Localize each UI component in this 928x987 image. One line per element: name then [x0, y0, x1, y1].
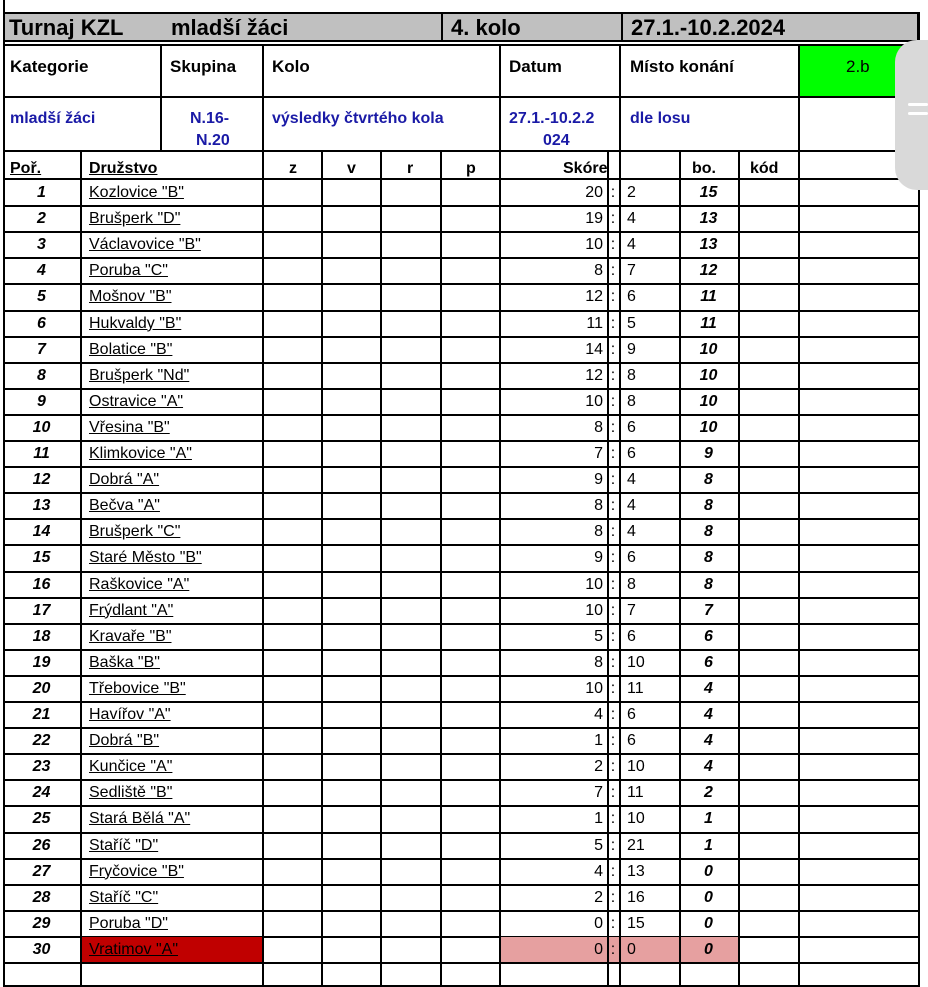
score-for: 5: [594, 836, 603, 854]
score-separator: :: [610, 288, 616, 306]
score-separator: :: [610, 810, 616, 828]
score-against: 8: [627, 392, 636, 410]
score-for: 4: [594, 862, 603, 880]
rank-cell: 23: [32, 758, 51, 776]
points-cell: 1: [704, 836, 713, 854]
team-name: Brušperk "Nd": [89, 366, 190, 384]
points-cell: 10: [699, 392, 718, 410]
score-for: 0: [594, 940, 603, 958]
score-against: 6: [627, 732, 636, 750]
score-against: 10: [627, 810, 645, 828]
score-separator: :: [610, 340, 616, 358]
team-name: Vřesina "B": [89, 418, 170, 436]
rank-cell: 28: [32, 888, 51, 906]
points-cell: 0: [704, 914, 713, 932]
points-cell: 6: [704, 627, 713, 645]
score-separator: :: [610, 210, 616, 228]
column-divider: [619, 152, 621, 987]
score-against: 11: [627, 679, 644, 697]
rank-cell: 24: [32, 784, 51, 802]
score-for: 14: [585, 340, 603, 358]
points-cell: 10: [699, 418, 718, 436]
score-separator: :: [610, 392, 616, 410]
column-divider: [3, 152, 5, 987]
points-cell: 4: [704, 758, 713, 776]
score-for: 8: [594, 523, 603, 541]
rank-cell: 5: [37, 288, 46, 306]
rank-cell: 12: [32, 471, 51, 489]
score-for: 1: [594, 810, 603, 828]
score-separator: :: [610, 706, 616, 723]
score-separator: :: [610, 471, 616, 489]
points-cell: 8: [704, 575, 713, 593]
team-name: Mošnov "B": [89, 288, 172, 306]
score-against: 6: [627, 288, 636, 306]
score-against: 8: [627, 366, 636, 384]
rank-cell: 14: [32, 523, 51, 541]
row-divider: [3, 962, 920, 964]
score-for: 0: [594, 914, 603, 932]
team-name: Sedliště "B": [89, 784, 173, 802]
score-separator: :: [610, 732, 616, 750]
team-name: Fryčovice "B": [89, 862, 184, 880]
points-cell: 13: [699, 210, 718, 228]
score-separator: :: [610, 549, 616, 567]
row-divider: [3, 178, 920, 180]
category-title: mladší žáci: [171, 15, 289, 40]
col-header-v: v: [347, 160, 356, 177]
value-skupina-1: N.16-: [190, 110, 230, 127]
score-against: 4: [627, 210, 636, 228]
score-for: 10: [585, 575, 603, 593]
team-name: Vratimov "A": [89, 940, 179, 958]
column-divider: [499, 152, 501, 987]
score-against: 16: [627, 888, 645, 906]
points-cell: 0: [704, 888, 713, 906]
points-cell: 4: [704, 706, 713, 723]
rank-cell: 19: [32, 653, 51, 671]
menu-icon[interactable]: [908, 103, 928, 119]
score-separator: :: [610, 914, 616, 932]
score-for: 19: [585, 210, 603, 228]
team-name: Bečva "A": [89, 497, 160, 515]
score-against: 9: [627, 340, 636, 358]
label-kategorie: Kategorie: [10, 57, 89, 76]
score-separator: :: [610, 184, 616, 201]
round-title: 4. kolo: [451, 15, 521, 40]
score-against: 11: [627, 784, 644, 802]
team-name: Poruba "D": [89, 914, 168, 932]
score-separator: :: [610, 445, 616, 462]
rank-cell: 17: [32, 601, 51, 619]
score-separator: :: [610, 262, 616, 280]
team-name: Ostravice "A": [89, 392, 184, 410]
score-separator: :: [610, 236, 616, 254]
score-separator: :: [610, 836, 616, 854]
column-divider: [80, 152, 82, 987]
column-divider: [679, 152, 681, 987]
col-header-p: p: [466, 160, 476, 177]
score-for: 8: [594, 653, 603, 671]
score-for: 10: [585, 601, 603, 619]
tournament-name: Turnaj KZL: [9, 15, 124, 40]
col-header-code: kód: [750, 160, 779, 177]
team-name: Václavovice "B": [89, 236, 201, 254]
team-name: Staříč "C": [89, 888, 159, 906]
rank-cell: 3: [37, 236, 46, 254]
badge-label: 2.b: [846, 57, 870, 76]
score-separator: :: [610, 601, 616, 619]
score-for: 10: [585, 392, 603, 410]
score-separator: :: [610, 418, 616, 436]
rank-cell: 8: [37, 366, 46, 384]
points-cell: 0: [704, 862, 713, 880]
team-name: Dobrá "B": [89, 732, 160, 750]
col-header-r: r: [407, 160, 414, 177]
score-separator: :: [610, 627, 616, 645]
team-name: Poruba "C": [89, 262, 168, 280]
score-against: 10: [627, 758, 645, 776]
points-cell: 2: [704, 784, 713, 802]
score-separator: :: [610, 497, 616, 515]
points-cell: 1: [704, 810, 713, 828]
score-for: 11: [586, 314, 603, 332]
col-header-points: bo.: [692, 160, 716, 177]
score-against: 6: [627, 445, 636, 462]
rank-cell: 21: [32, 706, 51, 723]
score-for: 9: [594, 471, 603, 489]
rank-cell: 6: [37, 314, 46, 332]
value-kategorie: mladší žáci: [10, 110, 96, 127]
team-name: Kunčice "A": [89, 758, 173, 776]
score-for: 2: [594, 758, 603, 776]
score-against: 5: [627, 314, 636, 332]
points-cell: 12: [699, 262, 718, 280]
team-name: Kravaře "B": [89, 627, 172, 645]
rank-cell: 27: [32, 862, 51, 880]
value-datum-1: 27.1.-10.2.2: [509, 110, 595, 127]
score-for: 10: [585, 236, 603, 254]
label-kolo: Kolo: [272, 57, 310, 76]
score-separator: :: [610, 784, 616, 802]
team-name: Hukvaldy "B": [89, 314, 182, 332]
team-name: Havířov "A": [89, 706, 171, 723]
score-against: 0: [627, 940, 636, 958]
rank-cell: 29: [32, 914, 51, 932]
points-cell: 8: [704, 471, 713, 489]
score-against: 7: [627, 601, 636, 619]
rank-cell: 9: [37, 392, 46, 410]
score-for: 1: [594, 732, 603, 750]
score-for: 8: [594, 262, 603, 280]
team-name: Klimkovice "A": [89, 445, 192, 462]
rank-cell: 20: [32, 679, 51, 697]
score-separator: :: [610, 314, 616, 332]
score-against: 10: [627, 653, 645, 671]
score-for: 4: [594, 706, 603, 723]
score-separator: :: [610, 653, 616, 671]
rank-cell: 11: [33, 445, 50, 462]
points-cell: 8: [704, 523, 713, 541]
rank-cell: 10: [32, 418, 51, 436]
col-header-z: z: [289, 160, 297, 177]
score-separator: :: [610, 366, 616, 384]
score-against: 7: [627, 262, 636, 280]
team-name: Brušperk "D": [89, 210, 181, 228]
column-divider: [607, 152, 609, 987]
points-cell: 4: [704, 679, 713, 697]
points-cell: 11: [700, 314, 717, 332]
rank-cell: 4: [37, 262, 46, 280]
dates-title: 27.1.-10.2.2024: [631, 15, 786, 40]
points-cell: 7: [704, 601, 713, 619]
rank-cell: 1: [37, 184, 46, 201]
rank-cell: 22: [32, 732, 51, 750]
points-cell: 0: [704, 940, 713, 958]
rank-cell: 13: [32, 497, 51, 515]
score-for: 20: [585, 184, 603, 201]
rank-cell: 15: [32, 549, 51, 567]
rank-cell: 30: [32, 940, 51, 958]
team-name: Staré Město "B": [89, 549, 202, 567]
score-against: 4: [627, 523, 636, 541]
score-against: 13: [627, 862, 645, 880]
col-header-score: Skóre: [563, 160, 608, 177]
team-name: Frýdlant "A": [89, 601, 174, 619]
label-misto: Místo konání: [630, 57, 734, 76]
team-name: Kozlovice "B": [89, 184, 184, 201]
score-for: 7: [594, 784, 603, 802]
team-name: Raškovice "A": [89, 575, 190, 593]
col-header-team: Družstvo: [89, 160, 158, 177]
team-name: Třebovice "B": [89, 679, 186, 697]
score-separator: :: [610, 575, 616, 593]
value-kolo: výsledky čtvrtého kola: [272, 110, 444, 127]
rank-cell: 2: [37, 210, 46, 228]
rank-cell: 26: [32, 836, 51, 854]
value-misto: dle losu: [630, 110, 691, 127]
points-cell: 6: [704, 653, 713, 671]
score-against: 6: [627, 549, 636, 567]
score-for: 8: [594, 418, 603, 436]
rank-cell: 16: [32, 575, 51, 593]
points-cell: 9: [704, 445, 713, 462]
rank-cell: 18: [32, 627, 51, 645]
col-header-rank: Poř.: [10, 160, 42, 177]
score-separator: :: [610, 679, 616, 697]
column-divider: [262, 152, 264, 987]
column-divider: [380, 152, 382, 987]
score-against: 21: [627, 836, 645, 854]
score-for: 2: [594, 888, 603, 906]
team-name: Stará Bělá "A": [89, 810, 191, 828]
score-for: 8: [594, 497, 603, 515]
column-divider: [918, 152, 920, 987]
score-against: 4: [627, 497, 636, 515]
team-name: Staříč "D": [89, 836, 159, 854]
score-for: 12: [585, 288, 603, 306]
points-cell: 4: [704, 732, 713, 750]
points-cell: 8: [704, 549, 713, 567]
team-name: Dobrá "A": [89, 471, 160, 489]
team-name: Bolatice "B": [89, 340, 173, 358]
value-skupina-2: N.20: [196, 132, 230, 149]
score-against: 6: [627, 627, 636, 645]
score-separator: :: [610, 862, 616, 880]
column-divider: [321, 152, 323, 987]
score-for: 9: [594, 549, 603, 567]
score-for: 10: [585, 679, 603, 697]
team-name: Brušperk "C": [89, 523, 181, 541]
score-for: 12: [585, 366, 603, 384]
score-against: 2: [627, 184, 636, 201]
points-cell: 13: [699, 236, 718, 254]
score-separator: :: [610, 523, 616, 541]
points-cell: 10: [699, 366, 718, 384]
score-against: 8: [627, 575, 636, 593]
score-against: 6: [627, 418, 636, 436]
rank-cell: 7: [37, 340, 46, 358]
score-separator: :: [610, 888, 616, 906]
label-datum: Datum: [509, 57, 562, 76]
team-name: Baška "B": [89, 653, 160, 671]
points-cell: 10: [699, 340, 718, 358]
score-against: 4: [627, 471, 636, 489]
points-cell: 11: [700, 288, 717, 306]
score-against: 4: [627, 236, 636, 254]
score-against: 15: [627, 914, 645, 932]
score-separator: :: [610, 758, 616, 776]
column-divider: [738, 152, 740, 987]
column-divider: [440, 152, 442, 987]
rank-cell: 25: [32, 810, 51, 828]
score-for: 5: [594, 627, 603, 645]
value-datum-2: 024: [543, 132, 570, 149]
points-cell: 15: [699, 184, 718, 201]
score-for: 7: [594, 445, 603, 462]
score-separator: :: [610, 940, 616, 958]
score-against: 6: [627, 706, 636, 723]
title-bar: [3, 12, 919, 42]
label-skupina: Skupina: [170, 57, 237, 76]
points-cell: 8: [704, 497, 713, 515]
column-divider: [798, 152, 800, 987]
